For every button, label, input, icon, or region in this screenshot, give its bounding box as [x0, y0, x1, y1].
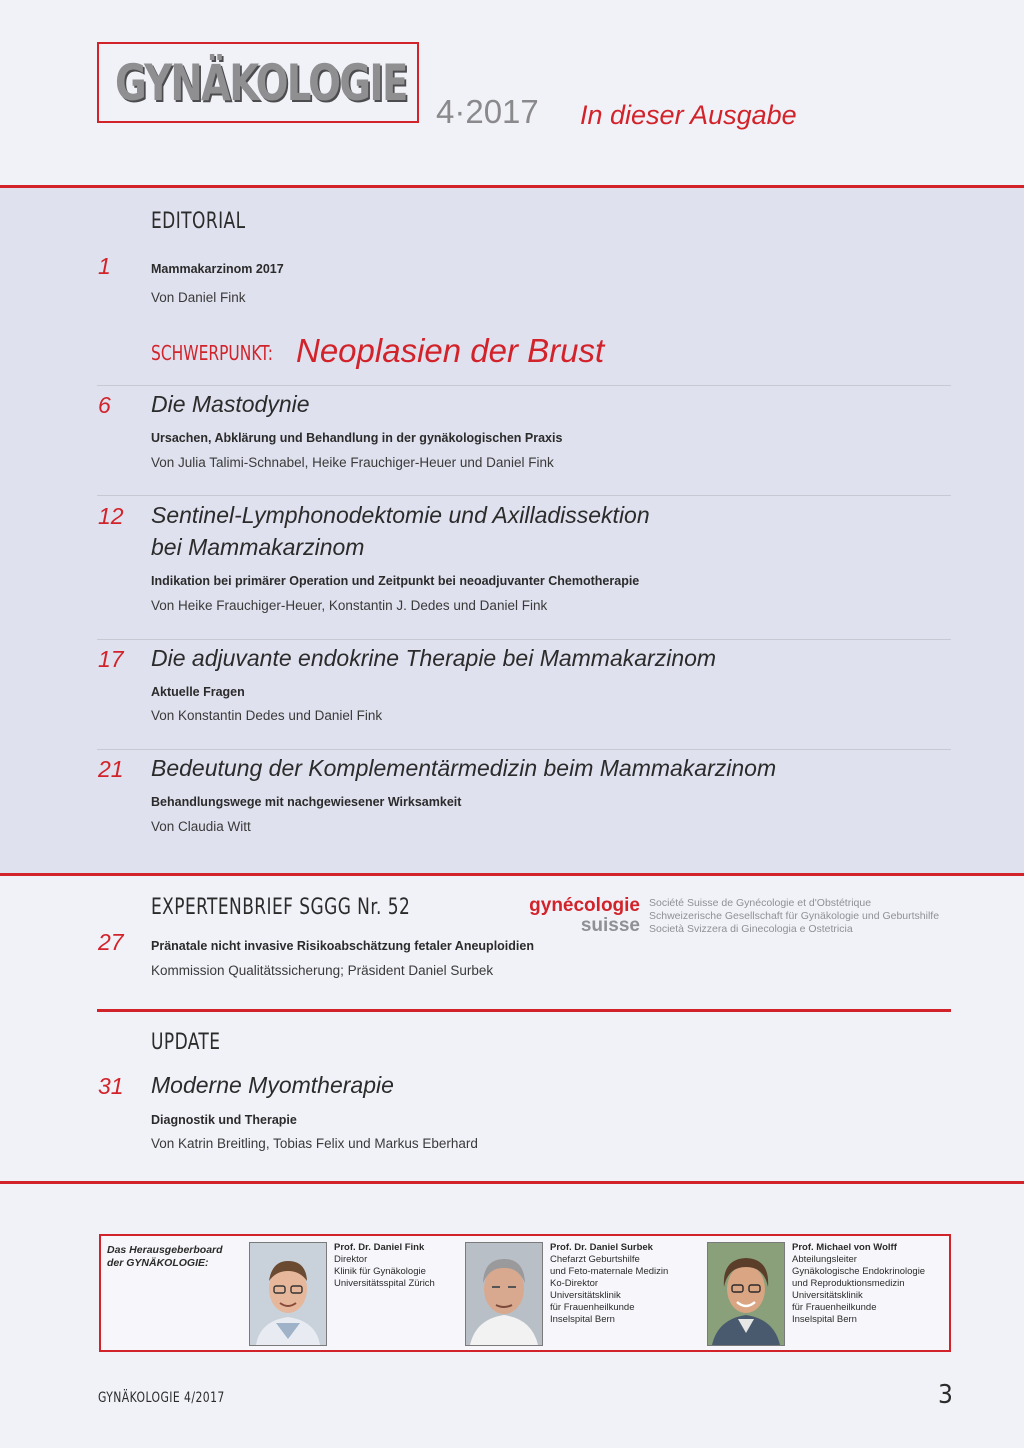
board-member-name: Prof. Michael von Wolff: [792, 1242, 897, 1253]
board-member: [334, 1242, 435, 1290]
section-divider: [0, 873, 1024, 876]
sggg-name-de: Schweizerische Gesellschaft für Gynäkologie und Geburtshilfe: [649, 910, 940, 922]
editorial-board: [99, 1234, 951, 1352]
article-title[interactable]: Die adjuvante endokrine Therapie bei Mammakarzinom: [151, 645, 717, 671]
schwerpunkt-label: SCHWERPUNKT:: [151, 341, 273, 365]
update-subtitle: Diagnostik und Therapie: [151, 1113, 297, 1127]
article-subtitle: Behandlungswege mit nachgewiesener Wirksamkeit: [151, 795, 462, 809]
board-member-photo: [707, 1242, 785, 1346]
sggg-name-fr: Société Suisse de Gynécologie et d'Obstétrique: [649, 897, 872, 909]
board-label-line2: der GYNÄKOLOGIE:: [107, 1257, 209, 1269]
article-title[interactable]: Bedeutung der Komplementärmedizin beim Mammakarzinom: [151, 755, 777, 781]
board-member-detail: Universitätsklinik: [792, 1290, 863, 1301]
update-authors: Von Katrin Breitling, Tobias Felix und Markus Eberhard: [151, 1136, 478, 1151]
board-member-name: Prof. Dr. Daniel Fink: [334, 1242, 425, 1253]
editorial-authors: Von Daniel Fink: [151, 290, 246, 305]
article-page: 21: [98, 756, 124, 782]
article-title-line2[interactable]: bei Mammakarzinom: [151, 534, 365, 560]
article-page: 12: [98, 503, 124, 529]
section-editorial: EDITORIAL: [151, 209, 246, 234]
update-page: 31: [98, 1073, 124, 1099]
editorial-page: 1: [98, 253, 111, 279]
board-member-detail: Klinik für Gynäkologie: [334, 1266, 426, 1277]
sggg-name-it: Società Svizzera di Ginecologia e Ostetricia: [649, 923, 853, 935]
article-subtitle: Indikation bei primärer Operation und Zeitpunkt bei neoadjuvanter Chemotherapie: [151, 574, 640, 588]
article-subtitle: Aktuelle Fragen: [151, 685, 245, 699]
board-member-detail: Universitätsklinik: [550, 1290, 621, 1301]
section-divider: [97, 1009, 951, 1012]
board-label-line1: Das Herausgeberboard: [107, 1244, 223, 1256]
article-subtitle: Ursachen, Abklärung und Behandlung in der gynäkologischen Praxis: [151, 431, 563, 445]
article-authors: Von Claudia Witt: [151, 819, 251, 834]
article-title[interactable]: Sentinel-Lymphonodektomie und Axilladissektion: [151, 502, 650, 528]
board-member-detail: und Reproduktionsmedizin: [792, 1278, 905, 1289]
divider: [97, 385, 951, 386]
editorial-title[interactable]: Mammakarzinom 2017: [151, 262, 284, 276]
board-member-detail: Direktor: [334, 1254, 368, 1265]
section-divider: [0, 1181, 1024, 1184]
board-member-detail: und Feto-maternale Medizin: [550, 1266, 669, 1277]
board-member-name: Prof. Dr. Daniel Surbek: [550, 1242, 653, 1253]
divider: [97, 749, 951, 750]
issue-tagline: In dieser Ausgabe: [580, 100, 797, 130]
journal-logo: [97, 42, 419, 123]
board-member-detail: Gynäkologische Endokrinologie: [792, 1266, 926, 1277]
board-member-detail: Universitätsspital Zürich: [334, 1278, 435, 1289]
update-title[interactable]: Moderne Myomtherapie: [151, 1072, 394, 1098]
board-member-detail: Inselspital Bern: [550, 1314, 615, 1325]
article-title[interactable]: Die Mastodynie: [151, 391, 310, 417]
article-authors: Von Heike Frauchiger-Heuer, Konstantin J. Dedes und Daniel Fink: [151, 598, 548, 613]
journal-logo-text: GYNÄKOLOGIE: [115, 54, 407, 112]
board-member-detail: Abteilungsleiter: [792, 1254, 857, 1265]
sggg-logo-names: [649, 897, 939, 936]
divider: [97, 639, 951, 640]
footer-journal: GYNÄKOLOGIE 4/2017: [98, 1390, 225, 1406]
article-page: 6: [98, 392, 111, 418]
section-update: UPDATE: [151, 1030, 221, 1055]
expertenbrief-authors: Kommission Qualitätssicherung; Präsident Daniel Surbek: [151, 963, 494, 978]
board-member-detail: Chefarzt Geburtshilfe: [550, 1254, 640, 1265]
board-member-photo: [465, 1242, 543, 1346]
board-member-detail: Ko-Direktor: [550, 1278, 599, 1289]
board-label: [107, 1244, 223, 1270]
expertenbrief-page: 27: [98, 929, 124, 955]
board-member-detail: Inselspital Bern: [792, 1314, 857, 1325]
divider: [97, 495, 951, 496]
issue-number: 4·2017: [436, 93, 539, 130]
section-expertenbrief: EXPERTENBRIEF SGGG Nr. 52: [151, 895, 411, 920]
footer-page-number: 3: [938, 1380, 953, 1410]
article-authors: Von Julia Talimi-Schnabel, Heike Frauchiger-Heuer und Daniel Fink: [151, 455, 554, 470]
sggg-logo-word2: suisse: [580, 915, 640, 936]
board-member: [792, 1242, 925, 1326]
article-authors: Von Konstantin Dedes und Daniel Fink: [151, 708, 383, 723]
board-member-detail: für Frauenheilkunde: [550, 1302, 635, 1313]
article-page: 17: [98, 646, 124, 672]
sggg-logo: [516, 896, 640, 936]
board-member-detail: für Frauenheilkunde: [792, 1302, 877, 1313]
schwerpunkt-title: Neoplasien der Brust: [296, 332, 605, 369]
sggg-logo-word1: gynécologie: [529, 895, 640, 916]
board-member: [550, 1242, 668, 1326]
board-member-photo: [249, 1242, 327, 1346]
expertenbrief-title[interactable]: Pränatale nicht invasive Risikoabschätzung fetaler Aneuploidien: [151, 939, 534, 953]
